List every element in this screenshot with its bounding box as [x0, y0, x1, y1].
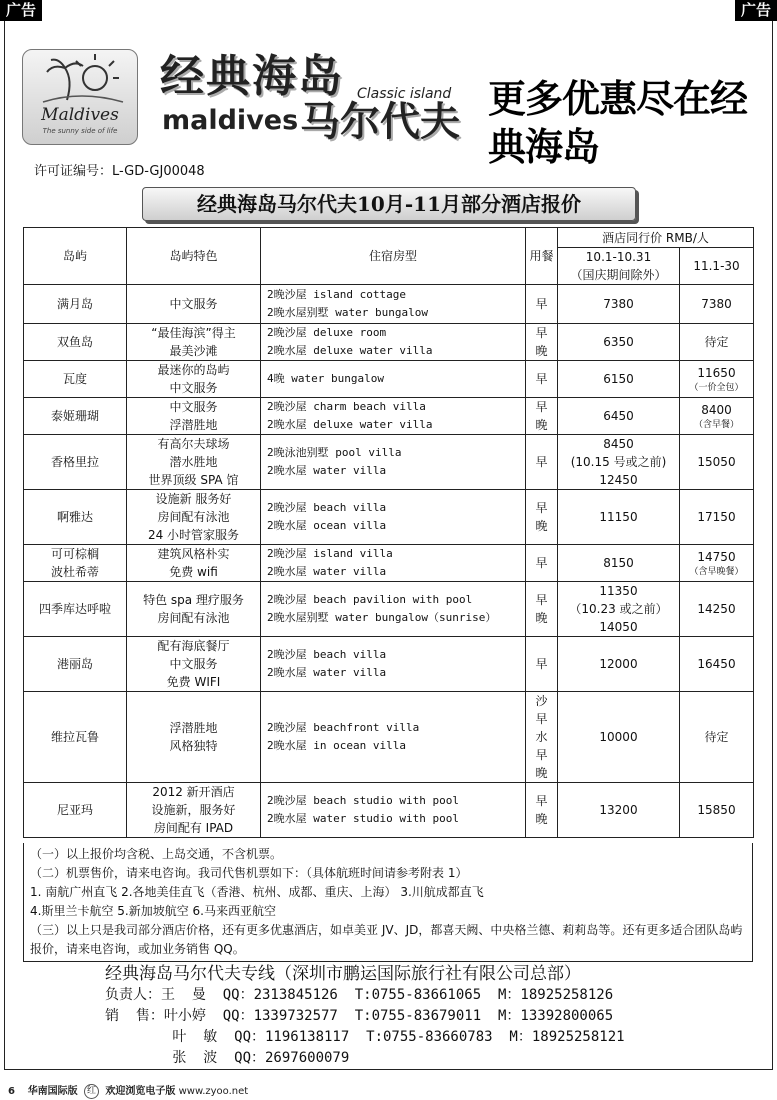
cell-meal: 早	[526, 285, 558, 324]
note-line: （三）以上只是我司部分酒店价格，还有更多优惠酒店，如卓美亚 JV、JD，都喜天阙、中央格兰德、莉莉岛等。还有更多适合团队岛屿报价，请来电咨询，或加业务销售 QQ。	[30, 923, 743, 956]
cell-room: 2晚沙屋 beach villa 2晚水屋 ocean villa	[261, 490, 526, 545]
cell-room: 2晚沙屋 beach pavilion with pool 2晚水屋别墅 water bungalow（sunrise）	[261, 582, 526, 637]
cell-island: 瓦度	[24, 361, 127, 398]
cell-island: 啊雅达	[24, 490, 127, 545]
footer-text: 欢迎浏览电子版	[105, 1086, 176, 1097]
cell-price-period-2: 16450	[680, 637, 754, 692]
note-line: 1. 南航广州直飞 2.各地美佳直飞（香港、杭州、成都、重庆、上海） 3.川航成都直飞	[30, 885, 484, 899]
cell-price-period-2: 15850	[680, 783, 754, 838]
contact-line: 叶 敏 QQ：1196138117 T:0755-83660783 M：18925258121	[105, 1029, 625, 1045]
cell-meal: 早 晚	[526, 324, 558, 361]
table-row	[24, 285, 754, 324]
header-island: 岛屿	[24, 228, 127, 285]
cell-island: 四季库达呼啦	[24, 582, 127, 637]
table-row	[24, 783, 754, 838]
cell-feature: 最迷你的岛屿 中文服务	[127, 361, 261, 398]
cell-island: 尼亚玛	[24, 783, 127, 838]
cell-price-period-1: 11350 （10.23 或之前） 14050	[558, 582, 680, 637]
header-period-2: 11.1-30	[680, 248, 754, 285]
cell-meal: 沙 早 水 早 晚	[526, 692, 558, 783]
cell-meal: 早	[526, 637, 558, 692]
license-number: 许可证编号：L-GD-GJ00048	[34, 164, 205, 179]
cell-room: 4晚 water bungalow	[261, 361, 526, 398]
footer-url[interactable]: www.zyoo.net	[178, 1086, 249, 1097]
cell-price-period-1: 6450	[558, 398, 680, 435]
cell-room: 2晚沙屋 charm beach villa 2晚水屋 deluxe water villa	[261, 398, 526, 435]
cell-island: 维拉瓦鲁	[24, 692, 127, 783]
brand-maldives: maldives	[162, 105, 299, 136]
footer	[8, 1082, 248, 1099]
contact-line: 销 售：叶小婷 QQ：1339732577 T:0755-83679011 M：13392800065	[105, 1008, 614, 1024]
table-row	[24, 398, 754, 435]
cell-price-period-1: 6150	[558, 361, 680, 398]
header-feature: 岛屿特色	[127, 228, 261, 285]
slogan: 更多优惠尽在经典海岛	[488, 77, 748, 169]
cell-price-period-2: 11650 （一价全包）	[680, 361, 754, 398]
edition-label: 华南国际版	[27, 1086, 78, 1097]
table-row	[24, 637, 754, 692]
cell-meal: 早	[526, 435, 558, 490]
table-row	[24, 361, 754, 398]
brand-name-en: Classic island	[357, 86, 452, 102]
table-row	[24, 692, 754, 783]
ad-label-left: 广告	[0, 0, 42, 21]
brand-maldives-cn: 马尔代夫	[300, 99, 460, 145]
cell-meal: 早 晚	[526, 398, 558, 435]
cell-price-period-1: 8450 (10.15 号或之前) 12450	[558, 435, 680, 490]
cell-price-period-2: 8400 （含早餐）	[680, 398, 754, 435]
cell-meal: 早 晚	[526, 490, 558, 545]
cell-room: 2晚沙屋 deluxe room 2晚水屋 deluxe water villa	[261, 324, 526, 361]
table-row	[24, 435, 754, 490]
cell-island: 可可棕榈 波杜希蒂	[24, 545, 127, 582]
cell-price-period-1: 13200	[558, 783, 680, 838]
cell-island: 双鱼岛	[24, 324, 127, 361]
cell-price-period-1: 8150	[558, 545, 680, 582]
cell-feature: 有高尔夫球场 潜水胜地 世界顶级 SPA 馆	[127, 435, 261, 490]
cell-room: 2晚沙屋 island villa 2晚水屋 water villa	[261, 545, 526, 582]
cell-feature: 中文服务 浮潜胜地	[127, 398, 261, 435]
cell-meal: 早 晚	[526, 582, 558, 637]
header-room: 住宿房型	[261, 228, 526, 285]
cell-room: 2晚沙屋 beach villa 2晚水屋 water villa	[261, 637, 526, 692]
price-table	[23, 227, 754, 838]
cell-price-period-1: 12000	[558, 637, 680, 692]
cell-island: 泰姬珊瑚	[24, 398, 127, 435]
logo-text: Maldives	[41, 105, 119, 125]
edition-badge-icon: 红	[84, 1084, 99, 1099]
cell-feature: 建筑风格朴实 免费 wifi	[127, 545, 261, 582]
cell-price-period-1: 11150	[558, 490, 680, 545]
logo-subtitle: The sunny side of life	[42, 127, 118, 135]
cell-price-period-2: 待定	[680, 692, 754, 783]
contact-line: 负责人：王 曼 QQ：2313845126 T:0755-83661065 M：18925258126	[105, 987, 614, 1003]
notes-section	[23, 843, 753, 962]
maldives-logo	[22, 49, 138, 145]
cell-price-period-1: 6350	[558, 324, 680, 361]
cell-feature: 2012 新开酒店 设施新，服务好 房间配有 IPAD	[127, 783, 261, 838]
cell-price-period-2: 17150	[680, 490, 754, 545]
table-row	[24, 490, 754, 545]
contact-line: 张 波 QQ：2697600079	[105, 1050, 350, 1066]
cell-meal: 早 晚	[526, 783, 558, 838]
cell-meal: 早	[526, 361, 558, 398]
price-note: （一价全包）	[689, 383, 744, 393]
cell-room: 2晚沙屋 beachfront villa 2晚水屋 in ocean villa	[261, 692, 526, 783]
ad-label-right: 广告	[735, 0, 777, 21]
table-row	[24, 324, 754, 361]
contact-heading: 经典海岛马尔代夫专线（深圳市鹏运国际旅行社有限公司总部）	[105, 964, 581, 984]
cell-room: 2晚沙屋 beach studio with pool 2晚水屋 water studio with pool	[261, 783, 526, 838]
header-period-1: 10.1-10.31 （国庆期间除外）	[558, 248, 680, 285]
cell-feature: 配有海底餐厅 中文服务 免费 WIFI	[127, 637, 261, 692]
price-table-title: 经典海岛马尔代夫10月-11月部分酒店报价	[142, 187, 636, 221]
cell-room: 2晚泳池别墅 pool villa 2晚水屋 water villa	[261, 435, 526, 490]
cell-island: 港丽岛	[24, 637, 127, 692]
sun-palm-icon	[23, 50, 138, 110]
cell-island: 满月岛	[24, 285, 127, 324]
table-row	[24, 545, 754, 582]
brand-name-cn: 经典海岛	[160, 51, 344, 102]
header-price-group: 酒店同行价 RMB/人	[558, 228, 754, 248]
cell-feature: “最佳海滨”得主 最美沙滩	[127, 324, 261, 361]
note-line: 4.斯里兰卡航空 5.新加坡航空 6.马来西亚航空	[30, 904, 276, 918]
cell-price-period-2: 7380	[680, 285, 754, 324]
note-line: （二）机票售价，请来电咨询。我司代售机票如下：（具体航班时间请参考附表 1）	[30, 866, 468, 880]
cell-feature: 设施新 服务好 房间配有泳池 24 小时管家服务	[127, 490, 261, 545]
price-note: （含早餐）	[694, 420, 740, 430]
cell-feature: 浮潜胜地 风格独特	[127, 692, 261, 783]
cell-meal: 早	[526, 545, 558, 582]
cell-price-period-2: 15050	[680, 435, 754, 490]
header-meal: 用餐	[526, 228, 558, 285]
cell-price-period-2: 14250	[680, 582, 754, 637]
cell-price-period-1: 7380	[558, 285, 680, 324]
contact-section	[105, 964, 625, 1069]
table-row	[24, 582, 754, 637]
cell-price-period-2: 14750 （含早晚餐）	[680, 545, 754, 582]
page-number: 6	[8, 1086, 15, 1097]
cell-price-period-2: 待定	[680, 324, 754, 361]
cell-price-period-1: 10000	[558, 692, 680, 783]
price-note: （含早晚餐）	[689, 567, 744, 577]
cell-room: 2晚沙屋 island cottage 2晚水屋别墅 water bungalow	[261, 285, 526, 324]
note-line: （一）以上报价均含税、上岛交通，不含机票。	[30, 847, 283, 861]
cell-feature: 中文服务	[127, 285, 261, 324]
cell-feature: 特色 spa 理疗服务 房间配有泳池	[127, 582, 261, 637]
cell-island: 香格里拉	[24, 435, 127, 490]
